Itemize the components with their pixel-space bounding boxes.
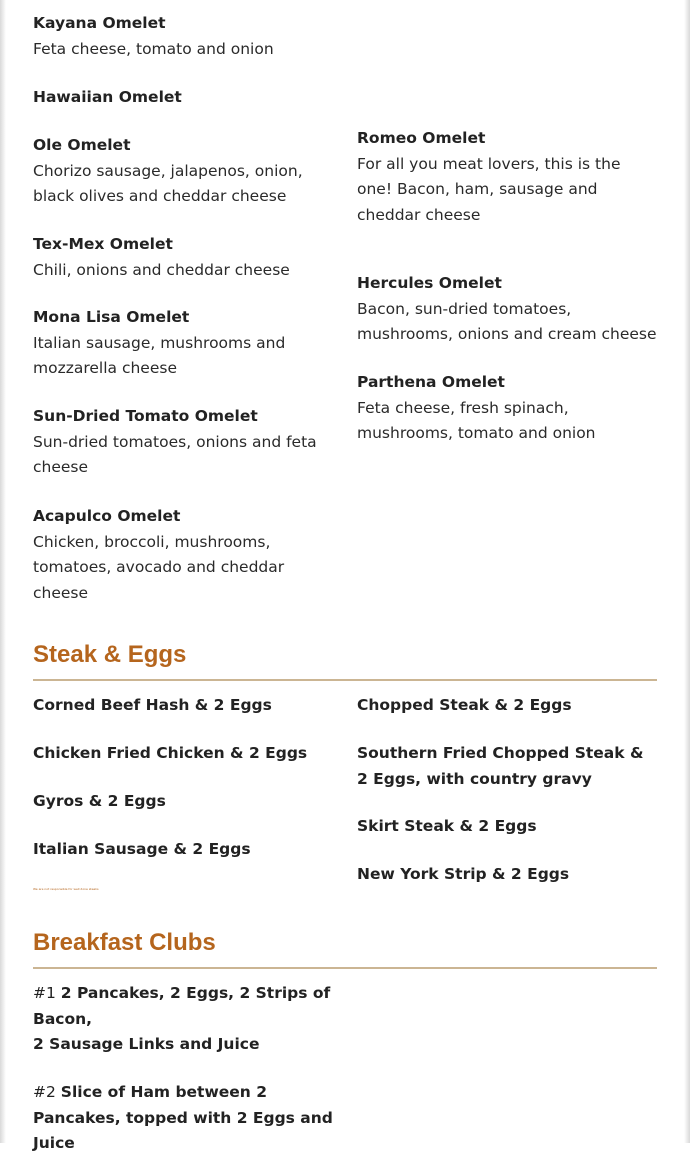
item-name: Skirt Steak & 2 Eggs: [357, 817, 537, 835]
menu-item-steak: [33, 837, 323, 863]
menu-item-ole-omelet: [33, 133, 323, 210]
item-name: Corned Beef Hash & 2 Eggs: [33, 696, 272, 714]
menu-item-steak: [33, 789, 323, 815]
item-description: Feta cheese, tomato and onion: [33, 39, 274, 58]
club-description: 2 Pancakes, 2 Eggs, 2 Strips of Bacon,: [33, 984, 331, 1028]
menu-item-parthena-omelet: [357, 370, 657, 447]
menu-item-club-2: [33, 1080, 333, 1157]
club-description-line2: 2 Sausage Links and Juice: [33, 1035, 260, 1054]
menu-item-acapulco-omelet: [33, 504, 323, 606]
item-name: Ole Omelet: [33, 136, 131, 154]
item-description: Bacon, sun-dried tomatoes, mushrooms, onions and cream cheese: [357, 299, 657, 344]
section-title-breakfast-clubs: Breakfast Clubs: [33, 929, 216, 956]
menu-item-romeo-omelet: [357, 126, 657, 228]
item-name: Sun-Dried Tomato Omelet: [33, 407, 258, 425]
club-description: Slice of Ham between 2 Pancakes, topped with 2 Eggs and Juice: [33, 1083, 333, 1153]
item-name: Italian Sausage & 2 Eggs: [33, 840, 251, 858]
item-name: Kayana Omelet: [33, 14, 166, 32]
item-name: Romeo Omelet: [357, 129, 486, 147]
item-name: Hercules Omelet: [357, 274, 502, 292]
section-divider: [33, 679, 657, 681]
menu-item-steak: [357, 814, 657, 840]
item-description: Italian sausage, mushrooms and mozzarella cheese: [33, 333, 286, 378]
section-divider: [33, 967, 657, 969]
menu-item-hercules-omelet: [357, 271, 657, 348]
steak-disclaimer: We are not responsible for well done steaks: [33, 887, 99, 891]
menu-item-steak: [357, 862, 657, 888]
item-name: Parthena Omelet: [357, 373, 505, 391]
item-description: Chicken, broccoli, mushrooms, tomatoes, avocado and cheddar cheese: [33, 532, 285, 602]
item-name: Mona Lisa Omelet: [33, 308, 190, 326]
item-name: Chopped Steak & 2 Eggs: [357, 696, 572, 714]
menu-item-club-1: [33, 981, 333, 1058]
club-number: #2: [33, 1083, 56, 1101]
page-shadow-left: [0, 0, 6, 1143]
item-description: Chorizo sausage, jalapenos, onion, black olives and cheddar cheese: [33, 161, 303, 206]
menu-item-kayana-omelet: [33, 11, 323, 62]
item-name: Southern Fried Chopped Steak & 2 Eggs, with country gravy: [357, 744, 644, 788]
item-description: Chili, onions and cheddar cheese: [33, 260, 290, 279]
menu-item-mona-lisa-omelet: [33, 305, 323, 382]
menu-item-sun-dried-tomato-omelet: [33, 404, 323, 481]
item-name: Hawaiian Omelet: [33, 88, 182, 106]
menu-item-steak: [33, 741, 323, 767]
item-name: Gyros & 2 Eggs: [33, 792, 166, 810]
menu-item-hawaiian-omelet: [33, 85, 323, 111]
menu-item-steak: [357, 693, 657, 719]
item-description: Sun-dried tomatoes, onions and feta cheese: [33, 432, 317, 477]
item-name: Acapulco Omelet: [33, 507, 181, 525]
menu-item-steak: [357, 741, 647, 792]
item-name: Tex-Mex Omelet: [33, 235, 173, 253]
page-shadow-right: [684, 0, 690, 1143]
section-title-steak-eggs: Steak & Eggs: [33, 641, 187, 668]
club-number: #1: [33, 984, 56, 1002]
item-name: New York Strip & 2 Eggs: [357, 865, 570, 883]
item-description: For all you meat lovers, this is the one! Bacon, ham, sausage and cheddar cheese: [357, 154, 621, 224]
menu-item-tex-mex-omelet: [33, 232, 323, 283]
item-description: Feta cheese, fresh spinach, mushrooms, tomato and onion: [357, 398, 596, 443]
item-name: Chicken Fried Chicken & 2 Eggs: [33, 744, 308, 762]
menu-item-steak: [33, 693, 323, 719]
